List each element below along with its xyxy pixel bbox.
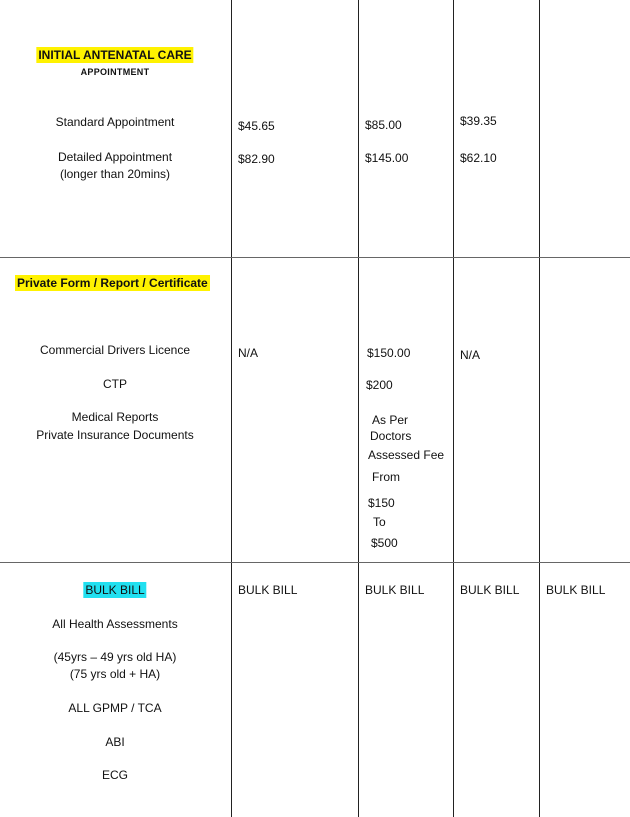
standard-fee-col1: $45.65: [238, 119, 275, 133]
health-assessments-label: All Health Assessments: [52, 617, 178, 631]
antenatal-title: INITIAL ANTENATAL CARE: [38, 48, 192, 62]
bulk-bill-col1: BULK BILL: [238, 583, 298, 597]
standard-fee-col3: $39.35: [460, 114, 497, 128]
age-range-2: (75 yrs old + HA): [69, 667, 161, 681]
antenatal-title-wrap: [36, 48, 193, 62]
abi-label: ABI: [105, 735, 125, 749]
bulk-bill-title: BULK BILL: [85, 583, 145, 597]
row-divider: [0, 257, 630, 258]
bulk-bill-col4: BULK BILL: [546, 583, 606, 597]
from-text: From: [372, 470, 400, 484]
standard-fee-col2: $85.00: [365, 118, 402, 132]
antenatal-subtitle: APPOINTMENT: [80, 67, 150, 77]
column-divider: [539, 0, 540, 817]
age-range-1: (45yrs – 49 yrs old HA): [53, 650, 177, 664]
to-text: To: [373, 515, 386, 529]
ecg-label: ECG: [101, 768, 129, 782]
insurance-documents-label: Private Insurance Documents: [36, 428, 194, 442]
column-divider: [231, 0, 232, 817]
bulk-bill-col3: BULK BILL: [460, 583, 520, 597]
ctp-label: CTP: [103, 377, 127, 391]
cdl-fee-col2: $150.00: [367, 346, 411, 360]
private-forms-title: Private Form / Report / Certificate: [17, 276, 208, 290]
ctp-fee-col2: $200: [366, 378, 393, 392]
gpmp-label: ALL GPMP / TCA: [68, 701, 162, 715]
detailed-fee-col2: $145.00: [365, 151, 409, 165]
column-divider: [453, 0, 454, 817]
private-forms-title-wrap: [15, 276, 210, 290]
column-divider: [358, 0, 359, 817]
detailed-fee-col3: $62.10: [460, 151, 497, 165]
medical-reports-label: Medical Reports: [71, 410, 159, 424]
cdl-label: Commercial Drivers Licence: [39, 343, 191, 357]
cdl-fee-col3: N/A: [460, 348, 481, 362]
max-fee-text: $500: [371, 536, 398, 550]
doctors-text: Doctors: [370, 429, 412, 443]
min-fee-text: $150: [368, 496, 395, 510]
bulk-bill-col2: BULK BILL: [365, 583, 425, 597]
detailed-appointment-label: Detailed Appointment: [57, 150, 173, 164]
detailed-fee-col1: $82.90: [238, 152, 275, 166]
as-per-text: As Per: [372, 413, 409, 427]
assessed-fee-text: Assessed Fee: [368, 448, 445, 462]
bulk-bill-title-wrap: [83, 583, 146, 597]
detailed-appointment-note: (longer than 20mins): [59, 167, 171, 181]
standard-appointment-label: Standard Appointment: [55, 115, 175, 129]
row-divider: [0, 562, 630, 563]
cdl-fee-col1: N/A: [238, 346, 259, 360]
